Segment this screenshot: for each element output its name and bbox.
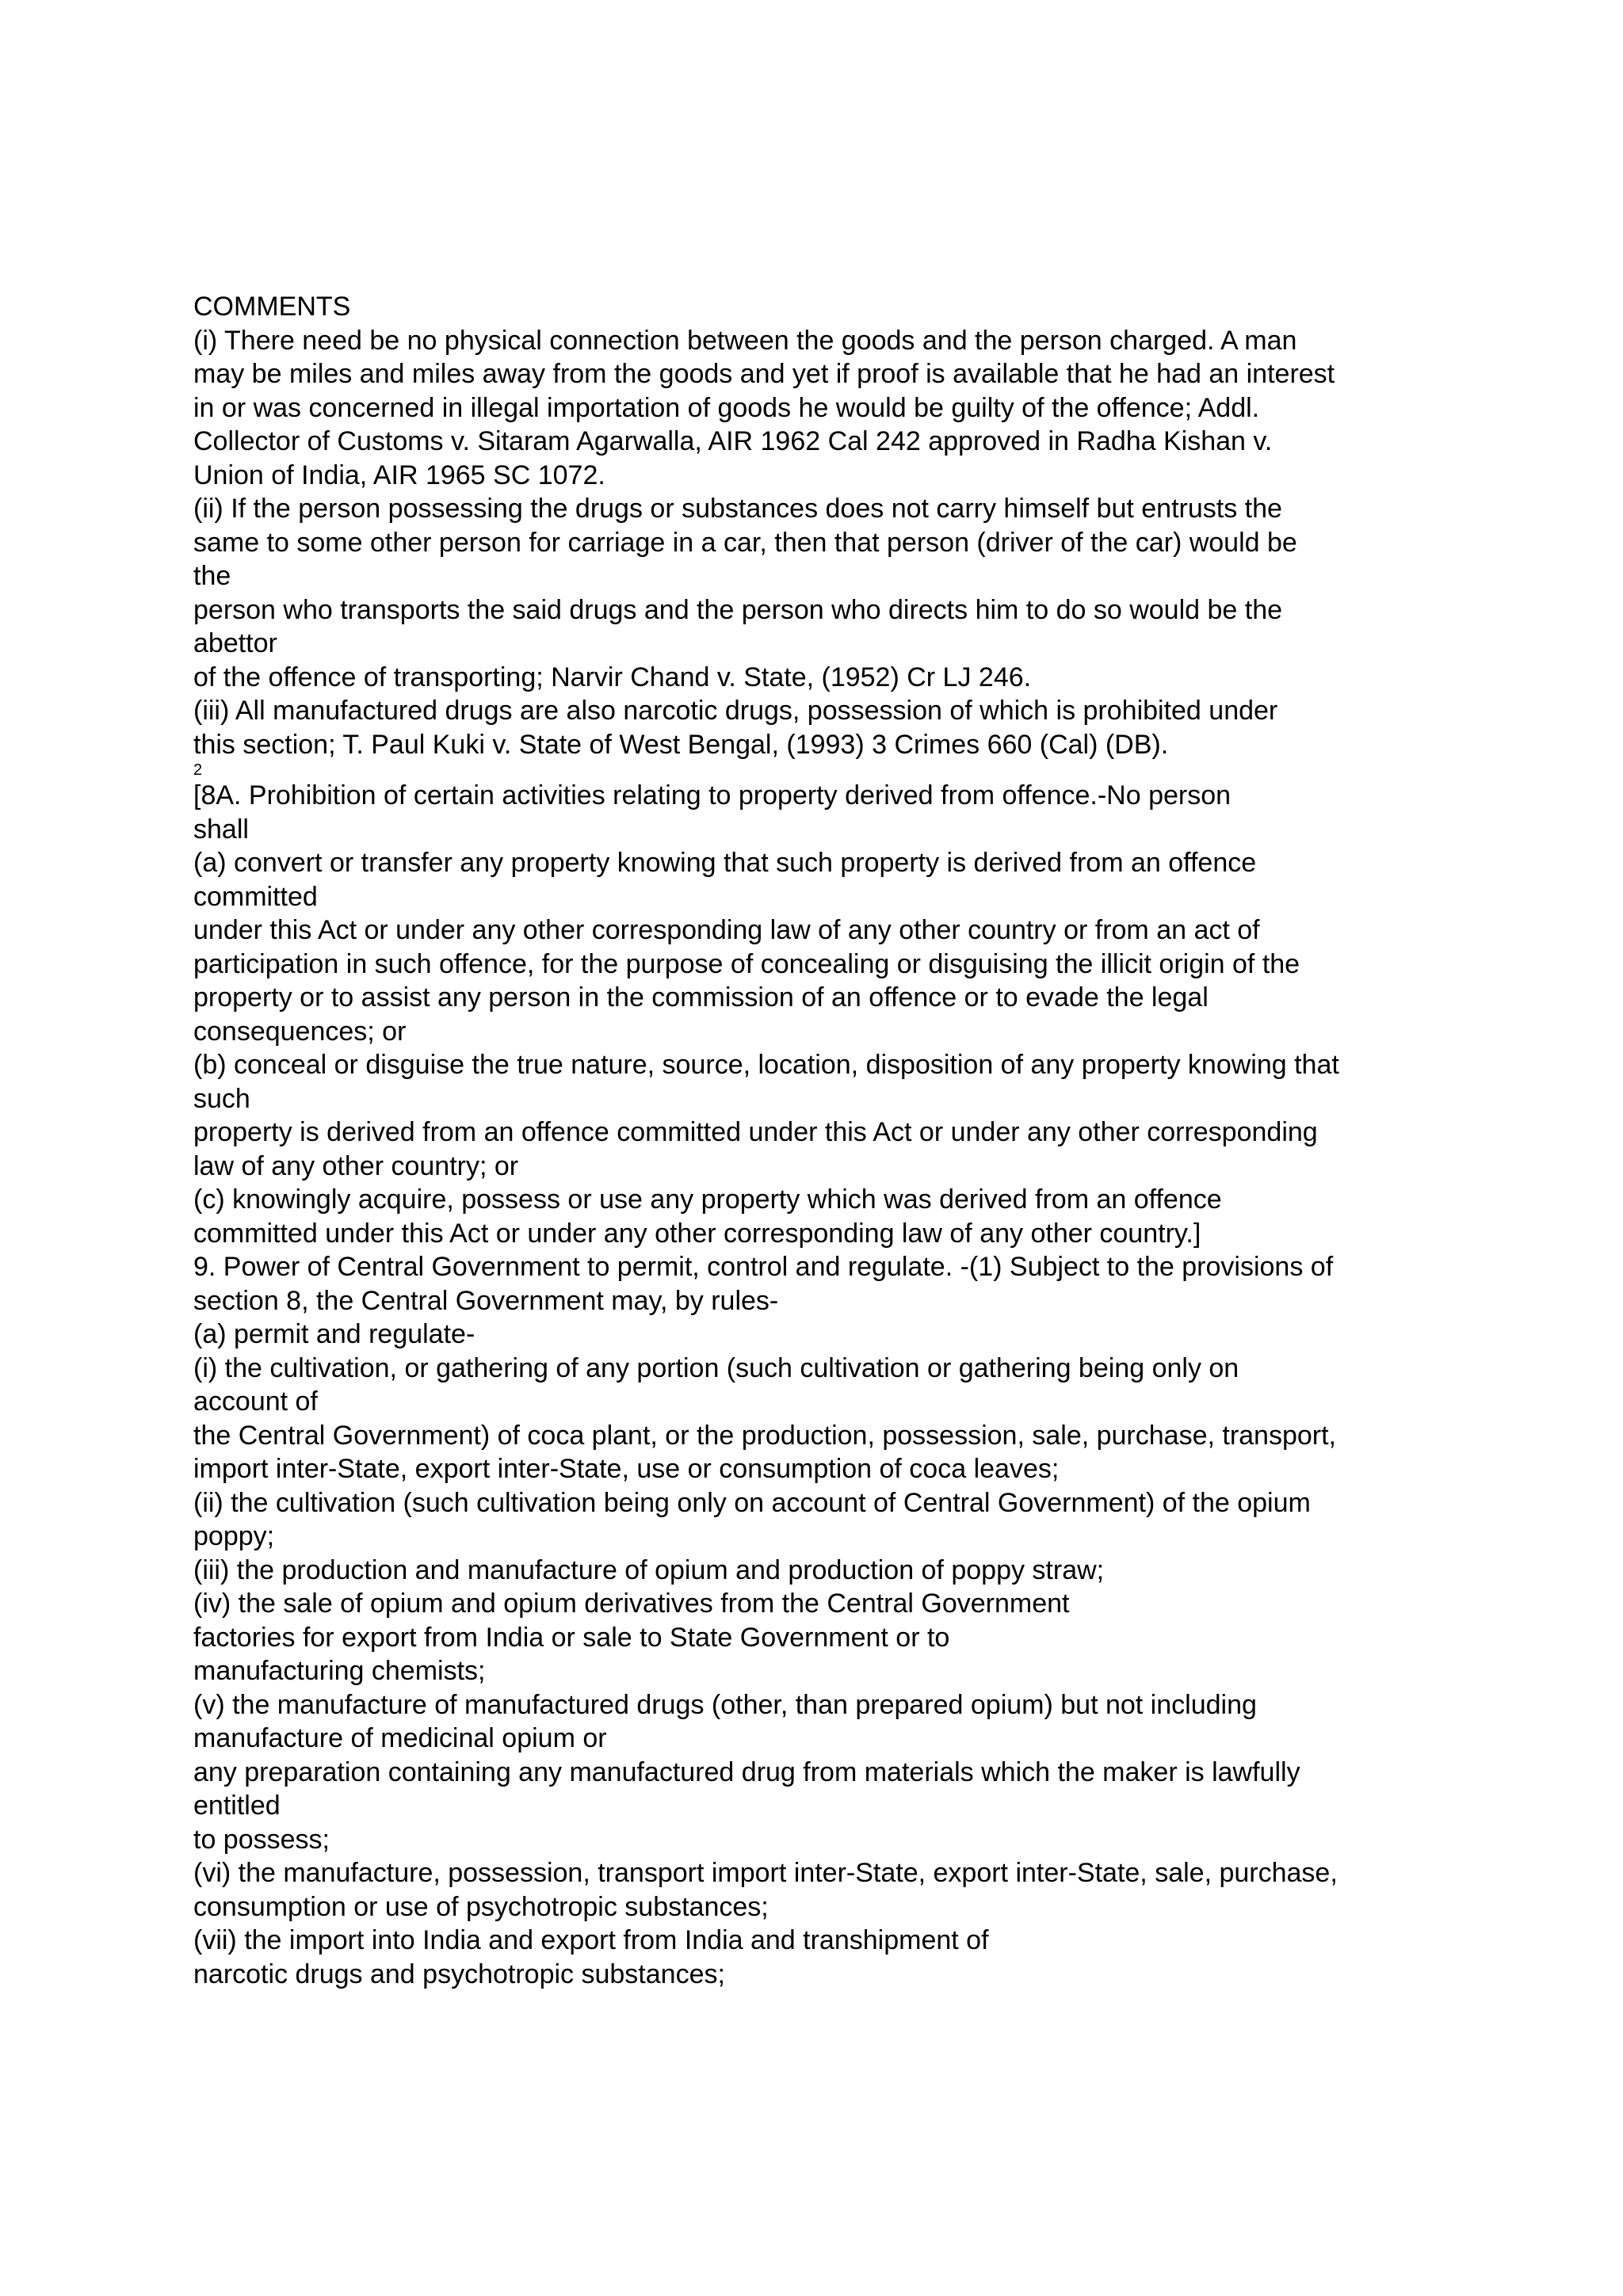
text-line: (a) permit and regulate- [193, 1319, 475, 1349]
text-line: participation in such offence, for the purpose of concealing or disguising the illicit origin of the [193, 948, 1300, 979]
text-line: any preparation containing any manufactured drug from materials which the maker is lawfully [193, 1756, 1300, 1787]
text-line: (i) There need be no physical connection between the goods and the person charged. A man [193, 325, 1297, 356]
text-line: (iii) the production and manufacture of opium and production of poppy straw; [193, 1554, 1105, 1585]
text-line: in or was concerned in illegal importation of goods he would be guilty of the offence; Addl. [193, 392, 1260, 423]
text-line: manufacturing chemists; [193, 1656, 486, 1686]
text-line: abettor [193, 628, 277, 658]
text-line: law of any other country; or [193, 1150, 519, 1181]
text-line: of the offence of transporting; Narvir Chand v. State, (1952) Cr LJ 246. [193, 662, 1032, 692]
text-line: Collector of Customs v. Sitaram Agarwalla, AIR 1962 Cal 242 approved in Radha Kishan v. [193, 426, 1273, 456]
text-line: property or to assist any person in the commission of an offence or to evade the legal [193, 982, 1209, 1013]
text-line: (vii) the import into India and export from India and transhipment of [193, 1925, 989, 1955]
text-line: factories for export from India or sale to State Government or to [193, 1622, 950, 1653]
footnote-marker: 2 [193, 761, 203, 779]
text-line: poppy; [193, 1521, 275, 1551]
text-line: such [193, 1083, 250, 1114]
text-line: (ii) the cultivation (such cultivation being only on account of Central Government) of the opium [193, 1487, 1311, 1518]
text-line: section 8, the Central Government may, by rules- [193, 1285, 779, 1316]
text-line: committed [193, 881, 318, 912]
document-body [193, 290, 1493, 1991]
section-heading: COMMENTS [193, 292, 351, 322]
text-line: to possess; [193, 1824, 330, 1855]
text-line: (a) convert or transfer any property knowing that such property is derived from an offence [193, 848, 1257, 878]
text-line: the [193, 561, 231, 591]
text-line: this section; T. Paul Kuki v. State of West Bengal, (1993) 3 Crimes 660 (Cal) (DB). [193, 729, 1169, 760]
text-line: (v) the manufacture of manufactured drugs (other, than prepared opium) but not including [193, 1689, 1257, 1720]
text-line: manufacture of medicinal opium or [193, 1723, 607, 1753]
text-line: (b) conceal or disguise the true nature, source, location, disposition of any property knowing that [193, 1050, 1339, 1080]
text-line: committed under this Act or under any other corresponding law of any other country.] [193, 1218, 1201, 1249]
text-line: may be miles and miles away from the goods and yet if proof is available that he had an interest [193, 359, 1335, 389]
text-line: (ii) If the person possessing the drugs or substances does not carry himself but entrusts the [193, 494, 1282, 524]
text-line: (c) knowingly acquire, possess or use any property which was derived from an offence [193, 1184, 1222, 1215]
text-line: same to some other person for carriage in a car, then that person (driver of the car) would be [193, 527, 1297, 558]
text-line: (iv) the sale of opium and opium derivatives from the Central Government [193, 1589, 1070, 1619]
text-line: property is derived from an offence committed under this Act or under any other corresponding [193, 1117, 1318, 1147]
text-line: consequences; or [193, 1016, 407, 1047]
text-line: import inter-State, export inter-State, use or consumption of coca leaves; [193, 1454, 1060, 1484]
text-line: (iii) All manufactured drugs are also narcotic drugs, possession of which is prohibited under [193, 696, 1278, 726]
text-line: under this Act or under any other corresponding law of any other country or from an act of [193, 915, 1260, 945]
section-heading: 9. Power of Central Government to permit, control and regulate. -(1) Subject to the provisions of [193, 1252, 1334, 1282]
text-line: Union of India, AIR 1965 SC 1072. [193, 460, 605, 490]
text-line: (vi) the manufacture, possession, transport import inter-State, export inter-State, sale, purchase, [193, 1858, 1338, 1888]
text-line: entitled [193, 1791, 281, 1821]
text-line: person who transports the said drugs and the person who directs him to do so would be the [193, 594, 1283, 625]
text-line: (i) the cultivation, or gathering of any portion (such cultivation or gathering being only on [193, 1352, 1239, 1383]
text-line: the Central Government) of coca plant, or the production, possession, sale, purchase, transport, [193, 1420, 1336, 1451]
text-line: narcotic drugs and psychotropic substances; [193, 1958, 725, 1989]
text-line: shall [193, 814, 249, 845]
text-line: account of [193, 1386, 318, 1417]
text-line: consumption or use of psychotropic substances; [193, 1891, 769, 1922]
section-heading: [8A. Prohibition of certain activities relating to property derived from offence.-No person [193, 780, 1232, 810]
